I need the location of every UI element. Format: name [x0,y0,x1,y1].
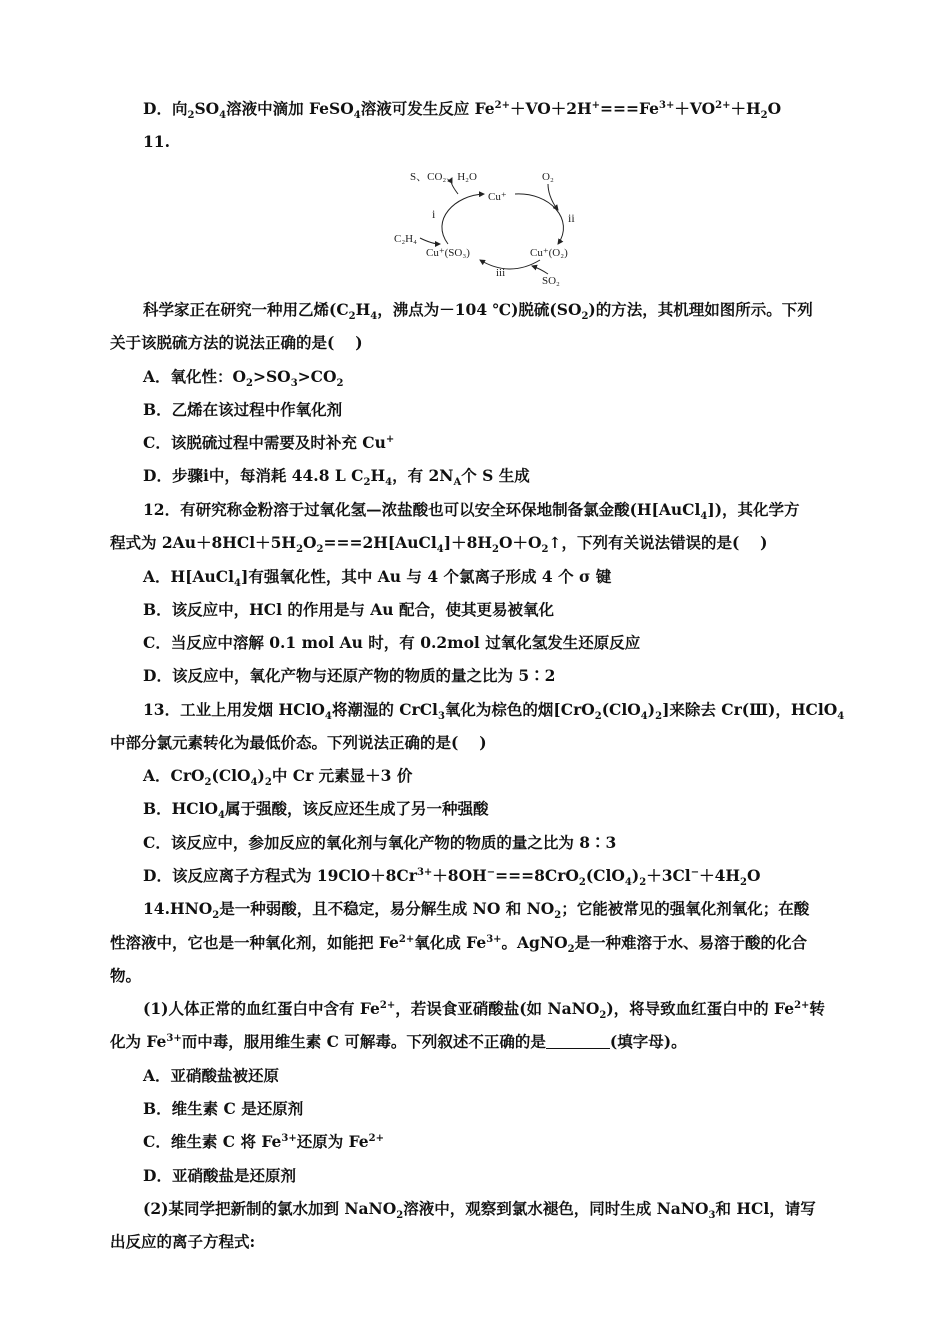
q14-stem-line2: 性溶液中，它也是一种氧化剂，如能把 $Fe^{2+}$氧化成 $Fe^{3+}$。AgNO$_2$是一种难溶于水、易溶于酸的化合 [110,933,808,956]
q14-option-d: D．亚硝酸盐是还原剂 [143,1166,296,1185]
diagram-products-label: S、CO₂、H₂O [410,171,477,183]
answer-blank[interactable] [546,1034,610,1049]
q14-part1-line2: 化为 $Fe^{3+}$而中毒，服用维生素 C 可解毒。下列叙述不正确的是 (填字母)。 [110,1032,687,1051]
arrow-step-ii [515,194,563,244]
diagram-cu-top: Cu⁺ [488,191,507,203]
diagram-so2-label: SO₂ [542,275,560,287]
q13-stem-line2: 中部分氯元素转化为最低价态。下列说法正确的是( ) [110,733,487,752]
q14-option-a: A．亚硝酸盐被还原 [143,1066,280,1085]
q13-option-c: C．该反应中，参加反应的氧化剂与氧化产物的物质的量之比为 8∶3 [143,833,617,852]
diagram-step-ii: ii [568,211,575,225]
q14-stem-line1: $14.HNO_2$是一种弱酸，且不稳定，易分解生成 NO 和 $NO_2$；它能被常见的强氧化剂氧化；在酸 [143,899,810,922]
q12-option-a: A．H[AuCl$_4$]有强氧化性，其中 Au 与 4 个氯离子形成 4 个 σ 键 [143,567,612,590]
q11-number: 11. [143,132,170,151]
diagram-o2-label: O₂ [542,171,554,183]
q13-option-a: A．$CrO_2(ClO_4)_2$中 Cr 元素显＋3 价 [143,766,413,789]
diagram-cu-o2: Cu⁺(O₂) [530,247,568,259]
q11-stem-line1: 科学家正在研究一种用乙烯($C_2H_4$，沸点为－104 ℃)脱硫$(SO_2)$的方法，其机理如图所示。下列 [143,300,813,323]
q14-part1-line1: (1)人体正常的血红蛋白中含有 $Fe^{2+}$，若误食亚硝酸盐(如 NaNO$_2$)，将导致血红蛋白中的 $Fe^{2+}$转 [143,999,825,1022]
diagram-cu-so3: Cu⁺(SO₃) [426,247,470,259]
q12-stem-line2: 程式为 $2Au+8HCl+5H_2O_2===2H[AuCl_4]+8H_2O+O_2↑$，下列有关说法错误的是( ) [110,533,768,556]
q11-option-c: C．该脱硫过程中需要及时补充 Cu+ [143,433,395,452]
q11-option-a: A．氧化性：$O_2>SO_3>CO_2$ [143,367,344,390]
arrow-step-iii [480,260,540,269]
q10-option-d: D．向$_2SO_4$溶液中滴加 FeSO$_4$溶液可发生反应 $Fe^{2+}+VO+2H^+===Fe^{3+}+VO^{2+}+H_2O$ [143,99,782,122]
diagram-c2h4-label: C₂H₄ [394,233,417,245]
q14-part2-line2: 出反应的离子方程式: [110,1232,256,1251]
q12-option-d: D．该反应中，氧化产物与还原产物的物质的量之比为 5∶2 [143,666,556,685]
q12-option-b: B．该反应中，HCl 的作用是与 Au 配合，使其更易被氧化 [143,600,554,619]
q12-stem-line1: 12．有研究称金粉溶于过氧化氢—浓盐酸也可以安全环保地制备氯金酸(H[AuCl$_4$])，其化学方 [143,500,800,523]
q13-option-b: B．HClO$_4$属于强酸，该反应还生成了另一种强酸 [143,799,489,822]
q14-option-b: B．维生素 C 是还原剂 [143,1099,304,1118]
arrow-c2h4-in [420,238,440,244]
arrow-step-i [442,194,484,244]
q13-option-d: D．该反应离子方程式为 $19ClO+8Cr^{3+}+8OH^-===8CrO_2(ClO_4)_2+3Cl^-+4H_2O$ [143,866,761,889]
q14-part2-line1: (2)某同学把新制的氯水加到 NaNO$_2$溶液中，观察到氯水褪色，同时生成 NaNO$_3$和 HCl，请写 [143,1199,816,1222]
q12-option-c: C．当反应中溶解 0.1 mol Au 时，有 0.2mol 过氧化氢发生还原反应 [143,633,641,652]
q14-option-c: C．维生素 C 将 $Fe^{3+}$还原为 $Fe^{2+}$ [143,1132,384,1151]
arrow-so2-in [532,266,548,274]
q11-option-b: B．乙烯在该过程中作氧化剂 [143,400,343,419]
diagram-step-i: i [432,207,436,221]
q14-stem-line3: 物。 [110,966,142,985]
diagram-step-iii: iii [496,267,506,279]
q11-option-d: D．步骤ⅰ中，每消耗 44.8 L $C_2H_4$，有 $2N_A$个 S 生成 [143,466,530,489]
q11-stem-line2: 关于该脱硫方法的说法正确的是( ) [110,333,363,352]
q11-mechanism-diagram [380,160,590,292]
q13-stem-line1: 13．工业上用发烟 HClO$_4$将潮湿的 CrCl$_3$氧化为棕色的烟$[CrO_2(ClO_4)_2]$来除去 Cr(Ⅲ)，HClO$_4$ [143,700,845,723]
